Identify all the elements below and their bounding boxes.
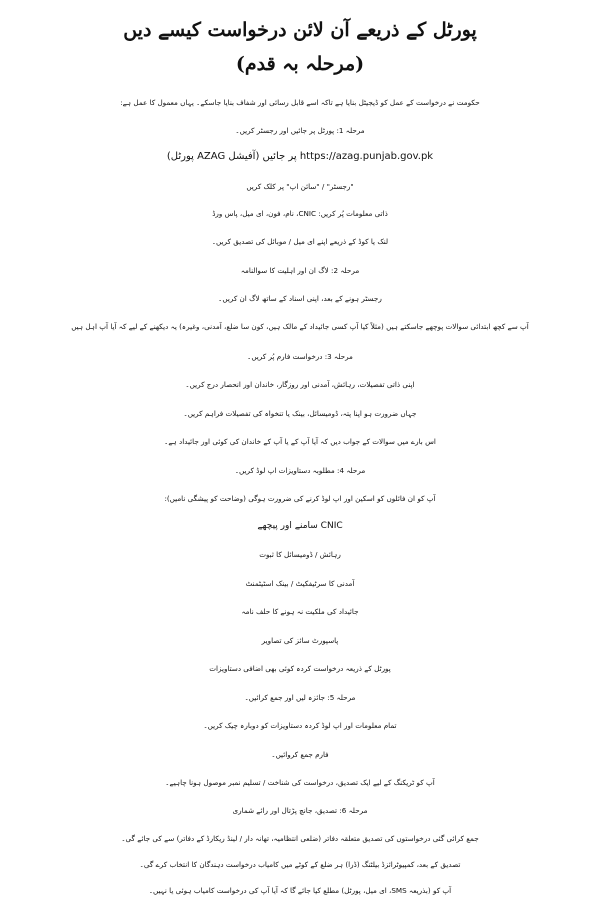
list-item: فارم جمع کروائیں۔ <box>271 750 329 759</box>
list-item: "رجسٹر" / "سائن اپ" پر کلک کریں <box>246 182 354 191</box>
list-item: آپ کو ٹریکنگ کے لیے ایک تصدیق، درخواست کی شناخت / تسلیم نمبر موصول ہونا چاہیے۔ <box>165 778 435 787</box>
list-item: رہائش / ڈومیسائل کا ثبوت <box>259 550 341 559</box>
step-3-heading: مرحلہ 3: درخواست فارم پُر کریں۔ <box>247 352 353 361</box>
step-2-heading: مرحلہ 2: لاگ ان اور اہلیت کا سوالنامہ <box>240 266 360 275</box>
page-subtitle: (مرحلہ بہ قدم) <box>235 53 365 75</box>
list-item: پورٹل کے ذریعہ درخواست کردہ کوئی بھی اضافی دستاویزات <box>209 664 391 673</box>
step-1-heading: مرحلہ 1: پورٹل پر جائیں اور رجسٹر کریں۔ <box>235 126 365 135</box>
list-item: تمام معلومات اور اپ لوڈ کردہ دستاویزات کو دوبارہ چیک کریں۔ <box>203 721 397 730</box>
list-item: CNIC سامنے اور پیچھے <box>257 521 343 531</box>
list-item: ذاتی معلومات پُر کریں: CNIC، نام، فون، ای میل، پاس ورڈ <box>212 209 388 218</box>
list-item: اس بارے میں سوالات کے جواب دیں کہ آیا آپ کے یا آپ کے خاندان کی کوئی اور جائیداد ہے۔ <box>164 437 436 446</box>
step-5-heading: مرحلہ 5: جائزہ لیں اور جمع کرائیں۔ <box>244 693 356 702</box>
list-item: جمع کرائی گئی درخواستوں کی تصدیق متعلقہ دفاتر (ضلعی انتظامیہ، تھانہ دار / لینڈ ریکارڈ کے دفاتر) سے کی جائے گی۔ <box>121 834 479 843</box>
list-item: آمدنی کا سرٹیفکیٹ / بینک اسٹیٹمنٹ <box>245 579 355 588</box>
list-item: رجسٹر ہونے کے بعد، اپنی اسناد کے ساتھ لاگ ان کریں۔ <box>218 294 382 303</box>
list-item: جائیداد کی ملکیت نہ ہونے کا حلف نامہ <box>241 607 359 616</box>
list-item: تصدیق کے بعد، کمپیوٹرائزڈ بیلٹنگ (ڈرا) ہر ضلع کے کوٹے میں کامیاب درخواست دہندگان کا انتخاب کرے گی۔ <box>139 860 461 869</box>
list-item: جہاں ضرورت ہو اپنا پتہ، ڈومیسائل، بینک یا تنخواہ کی تفصیلات فراہم کریں۔ <box>183 409 417 418</box>
portal-url-line: https://azag.punjab.gov.pk پر جائیں (آفیشل AZAG پورٹل) <box>166 151 434 162</box>
list-item: پاسپورٹ سائز کی تصاویر <box>261 636 339 645</box>
page-title: پورٹل کے ذریعے آن لائن درخواست کیسے دیں <box>123 19 477 41</box>
list-item: آپ کو (بذریعہ SMS، ای میل، پورٹل) مطلع کیا جائے گا کہ آیا آپ کی درخواست کامیاب ہوئی یا نہیں۔ <box>148 886 452 895</box>
intro-paragraph: حکومت نے درخواست کے عمل کو ڈیجیٹل بنایا ہے تاکہ اسے قابل رسائی اور شفاف بنایا جاسکے۔ یہاں معمول کا عمل ہے: <box>120 98 480 107</box>
list-item: اپنی ذاتی تفصیلات، رہائش، آمدنی اور روزگار، خاندان اور انحصار درج کریں۔ <box>185 380 415 389</box>
list-item: آپ کو ان فائلوں کو اسکین اور اپ لوڈ کرنے کی ضرورت ہوگی (وضاحت کو پیشگی نامیں): <box>164 494 436 503</box>
list-item: لنک یا کوڈ کے ذریعے اپنے ای میل / موبائل کی تصدیق کریں۔ <box>211 237 389 246</box>
step-6-heading: مرحلہ 6: تصدیق، جانچ پڑتال اور رائے شماری <box>232 806 368 815</box>
step-4-heading: مرحلہ 4: مطلوبہ دستاویزات اپ لوڈ کریں۔ <box>234 466 366 475</box>
list-item: آپ سے کچھ ابتدائی سوالات پوچھے جاسکتے ہیں (مثلاً کیا آپ کسی جائیداد کے مالک ہیں، کون سا ضلع، آمدنی، وغیرہ) یہ دیکھنے کے لیے کہ آیا آپ اہل ہیں <box>71 322 529 331</box>
